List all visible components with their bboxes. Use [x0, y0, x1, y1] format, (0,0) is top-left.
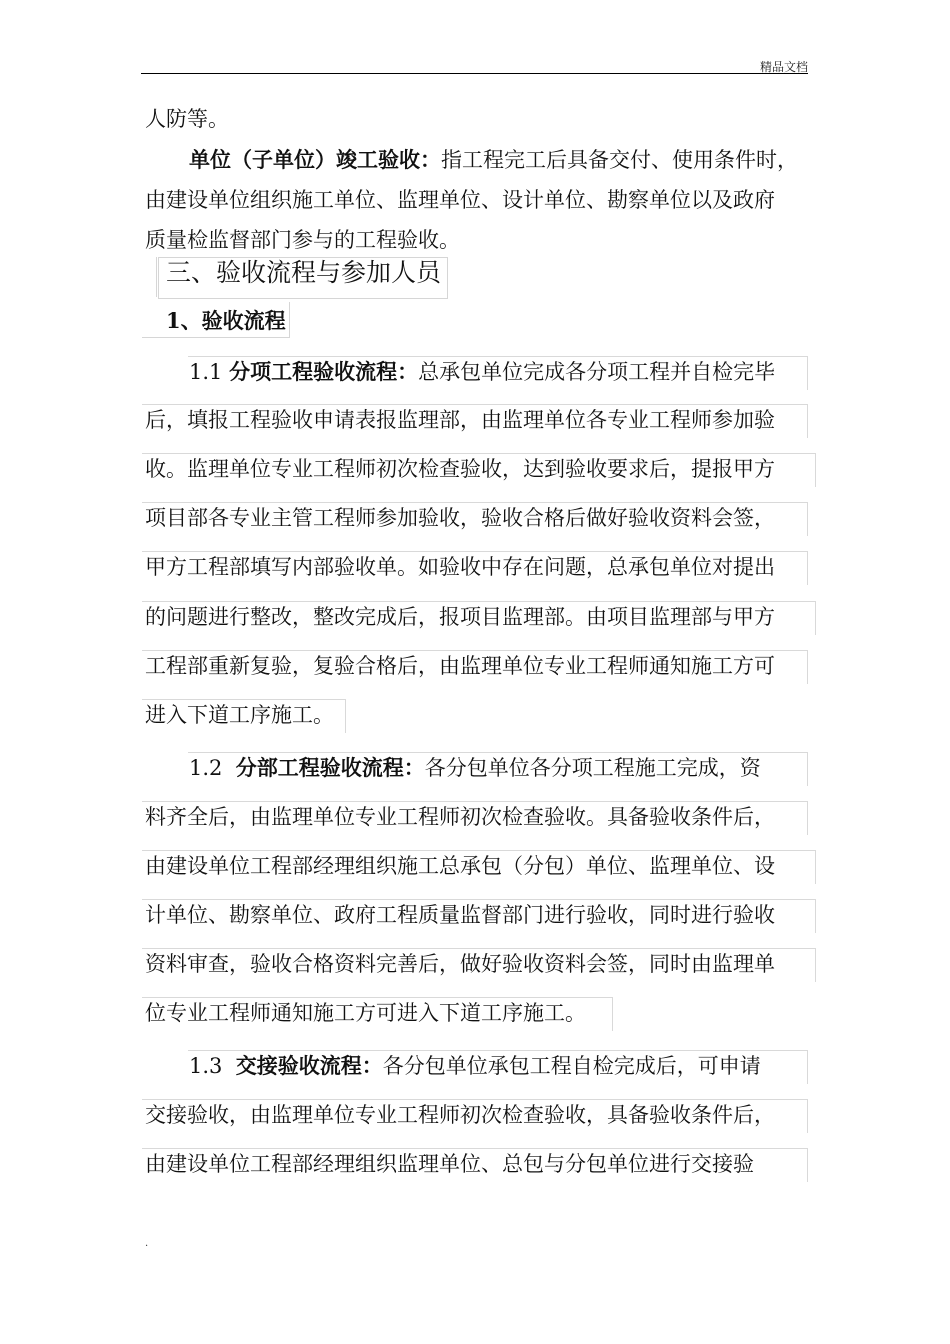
- p12-line: 位专业工程师通知施工方可进入下道工序施工。: [145, 1001, 586, 1025]
- p11-line: 的问题进行整改，整改完成后，报项目监理部。由项目监理部与甲方: [145, 605, 775, 629]
- p12-line: 由建设单位工程部经理组织施工总承包（分包）单位、监理单位、设: [145, 854, 775, 878]
- p12-line: 料齐全后，由监理单位专业工程师初次检查验收。具备验收条件后，: [145, 805, 775, 829]
- p11-line: 甲方工程部填写内部验收单。如验收中存在问题，总承包单位对提出: [145, 555, 775, 579]
- header-rule: [141, 73, 808, 74]
- p13-line: 由建设单位工程部经理组织监理单位、总包与分包单位进行交接验: [145, 1152, 754, 1176]
- subheading-edge: [289, 302, 290, 338]
- p11-text: 总承包单位完成各分项工程并自检完毕: [418, 360, 776, 384]
- p11-line: 进入下道工序施工。: [145, 703, 334, 727]
- p11-line: 收。监理单位专业工程师初次检查验收，达到验收要求后，提报甲方: [145, 457, 775, 481]
- definition-line-2: 由建设单位组织施工单位、监理单位、设计单位、勘察单位以及政府: [145, 188, 775, 212]
- p13-line: 交接验收，由监理单位专业工程师初次检查验收，具备验收条件后，: [145, 1103, 775, 1127]
- p12-number: 1.2: [189, 756, 223, 780]
- footer-mark: .: [145, 1238, 149, 1249]
- p11-term: 分项工程验收流程：: [229, 359, 419, 384]
- p11-line: 工程部重新复验，复验合格后，由监理单位专业工程师通知施工方可: [145, 654, 775, 678]
- page-header-label: 精品文档: [759, 60, 808, 74]
- p12-line: [189, 753, 761, 783]
- p13-line: [189, 1051, 761, 1081]
- definition-text: 指工程完工后具备交付、使用条件时，: [441, 148, 798, 172]
- section-heading: 三、验收流程与参加人员: [166, 258, 442, 287]
- subheading-rule: [142, 337, 290, 338]
- p11-line: 后，填报工程验收申请表报监理部，由监理单位各专业工程师参加验: [145, 408, 775, 432]
- p13-term: 交接验收流程：: [235, 1053, 383, 1078]
- p12-line: 资料审查，验收合格资料完善后，做好验收资料会签，同时由监理单: [145, 952, 775, 976]
- definition-line: [189, 145, 798, 175]
- p13-number: 1.3: [189, 1054, 223, 1078]
- p12-text: 各分包单位各分项工程施工完成，资: [424, 756, 761, 780]
- p13-text: 各分包单位承包工程自检完成后，可申请: [382, 1054, 761, 1078]
- p12-line: 计单位、勘察单位、政府工程质量监督部门进行验收，同时进行验收: [145, 903, 775, 927]
- p12-term: 分部工程验收流程：: [235, 755, 425, 780]
- intro-line: 人防等。: [145, 107, 229, 131]
- p11-line: [189, 357, 775, 387]
- p11-number: 1.1: [189, 360, 223, 384]
- definition-line-3: 质量检监督部门参与的工程验收。: [145, 228, 460, 252]
- definition-term: 单位（子单位）竣工验收：: [189, 147, 441, 172]
- heading-box-edge: [146, 257, 157, 297]
- p11-line: 项目部各专业主管工程师参加验收，验收合格后做好验收资料会签，: [145, 506, 775, 530]
- subheading: 1、验收流程: [166, 308, 286, 333]
